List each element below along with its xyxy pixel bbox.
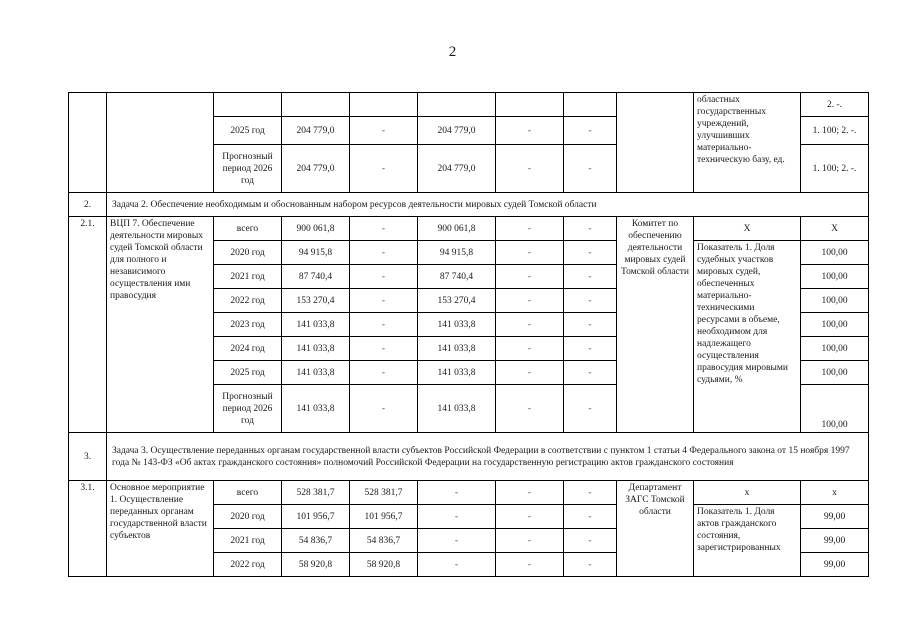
item-name: Основное мероприятие 1. Осуществление переданных органам государственной власти субъектов — [107, 481, 214, 577]
table-row: 2022 год 58 920,8 58 920,8 - - - 99,00 — [69, 553, 869, 577]
task-title: Задача 3. Осуществление переданных органам государственной власти субъектов Российской Федерации в соответствии с пунктом 1 статьи 4 Федерального закона от 15 ноября 1997 года № 143-ФЗ «Об актах гражданского состояния» полномочий Российской Федерации на государственную регистрацию актов гражданского состояния — [107, 433, 869, 481]
item-name: ВЦП 7. Обеспечение деятельности мировых судей Томской области для полного и независимого осуществления ими правосудия — [107, 217, 214, 433]
target-value: 2. -. — [801, 93, 869, 117]
page-number: 2 — [448, 44, 457, 60]
table-row: 2020 год 101 956,7 101 956,7 - - - Показатель 1. Доля актов гражданского состояния, зарегистрированных 99,00 — [69, 505, 869, 529]
table-row: 2022 год 153 270,4 - 153 270,4 - - 100,00 — [69, 289, 869, 313]
item-number: 3.1. — [69, 481, 107, 577]
task-row — [69, 433, 869, 481]
task-title: Задача 2. Обеспечение необходимым и обоснованным набором ресурсов деятельности мировых судей Томской области — [107, 193, 869, 217]
table-row: 2021 год 87 740,4 - 87 740,4 - - 100,00 — [69, 265, 869, 289]
table-row: 2023 год 141 033,8 - 141 033,8 - - 100,00 — [69, 313, 869, 337]
indicator-text: Показатель 1. Доля судебных участков мировых судей, обеспеченных материально-техническими ресурсами в объеме, необходимом для надлежащего осуществления правосудия мировыми судьями, % — [694, 241, 801, 433]
program-table — [68, 92, 869, 577]
table-row: Прогнозный период 2026 год 204 779,0 - 204 779,0 - - 1. 100; 2. -. — [69, 145, 869, 193]
table-row: 2025 год 204 779,0 - 204 779,0 - - 1. 100; 2. -. — [69, 117, 869, 145]
task-row — [69, 193, 869, 217]
table-row: Прогнозный период 2026 год 141 033,8 - 141 033,8 - - 100,00 — [69, 385, 869, 433]
table-row: 2021 год 54 836,7 54 836,7 - - - 99,00 — [69, 529, 869, 553]
indicator-text: областных государственных учреждений, улучшивших материально-техническую базу, ед. — [694, 93, 801, 193]
executor: Департамент ЗАГС Томской области — [617, 481, 694, 577]
table-row: 3.1. Основное мероприятие 1. Осуществление переданных органам государственной власти субъектов всего 528 381,7 528 381,7 - - - Департамент ЗАГС Томской области х х — [69, 481, 869, 505]
item-number: 2.1. — [69, 217, 107, 433]
table-row: 2024 год 141 033,8 - 141 033,8 - - 100,00 — [69, 337, 869, 361]
table-row: 2020 год 94 915,8 - 94 915,8 - - Показатель 1. Доля судебных участков мировых судей, обеспеченных материально-техническими ресурсами в объеме, необходимом для надлежащего осуществления правосудия мировыми судьями, % 100,00 — [69, 241, 869, 265]
executor: Комитет по обеспечению деятельности мировых судей Томской области — [617, 217, 694, 433]
task-number: 2. — [69, 193, 107, 217]
table-row: 2.1. ВЦП 7. Обеспечение деятельности мировых судей Томской области для полного и независимого осуществления ими правосудия всего 900 061,8 - 900 061,8 - - Комитет по обеспечению деятельности мировых судей Томской области Х Х — [69, 217, 869, 241]
indicator-text: Показатель 1. Доля актов гражданского состояния, зарегистрированных — [694, 505, 801, 577]
table-row: 2025 год 141 033,8 - 141 033,8 - - 100,00 — [69, 361, 869, 385]
task-number: 3. — [69, 433, 107, 481]
table-row — [69, 93, 869, 117]
